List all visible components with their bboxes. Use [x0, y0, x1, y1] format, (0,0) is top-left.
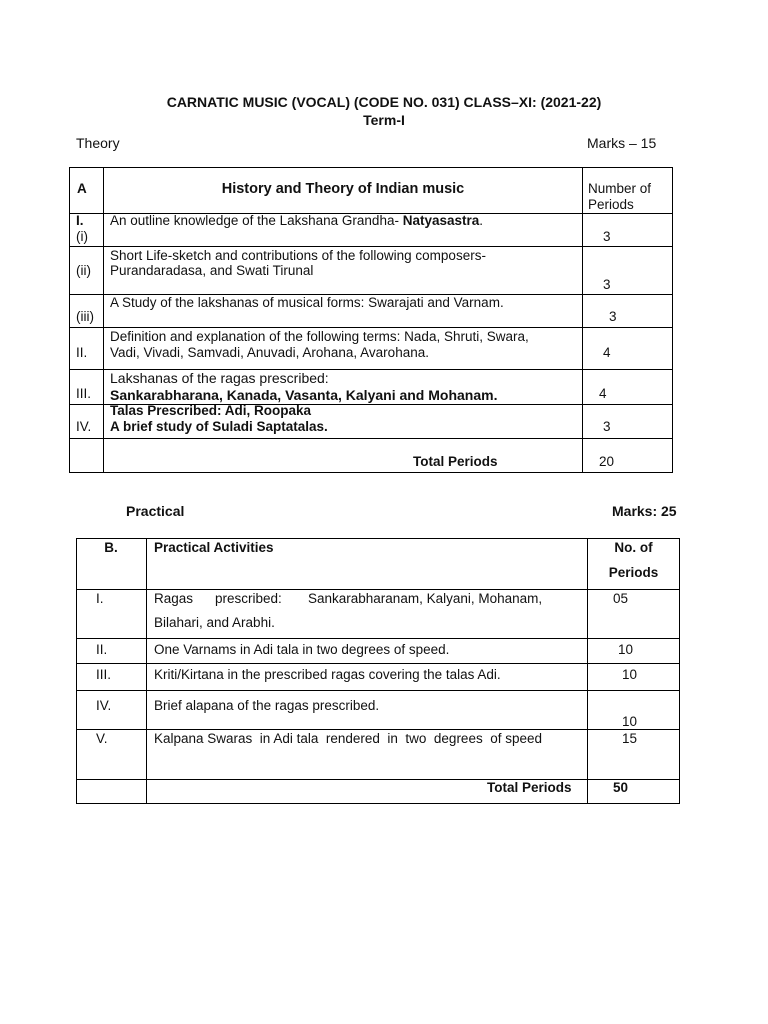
- row-number: II.: [96, 642, 108, 657]
- theory-label: Theory: [76, 135, 120, 151]
- row-text-line1: Kriti/Kirtana in the prescribed ragas covering the talas Adi.: [154, 667, 501, 682]
- practical-marks: Marks: 25: [612, 503, 677, 519]
- col-header-periods-2: Periods: [608, 565, 659, 580]
- row-periods: 10: [618, 642, 634, 657]
- row-text-bold: Natyasastra: [402, 213, 480, 228]
- row-text-word: Ragas: [154, 591, 194, 606]
- table-border: [679, 538, 680, 804]
- row-subnumber: (i): [76, 229, 88, 244]
- row-text-part: .: [479, 213, 484, 228]
- row-number: IV.: [76, 419, 92, 434]
- col-header-title: Practical Activities: [154, 540, 274, 555]
- row-periods: 4: [603, 345, 611, 360]
- row-text-line2: Vadi, Vivadi, Samvadi, Anuvadi, Arohana, Avarohana.: [110, 345, 429, 360]
- theory-marks: Marks – 15: [587, 135, 657, 151]
- row-periods: 15: [622, 731, 638, 746]
- row-text-line1: A Study of the lakshanas of musical forms: Swarajati and Varnam.: [110, 295, 504, 310]
- row-text-line1: Brief alapana of the ragas prescribed.: [154, 698, 380, 713]
- row-text-line2: Bilahari, and Arabhi.: [154, 615, 275, 630]
- row-periods: 3: [603, 229, 611, 244]
- page-title: CARNATIC MUSIC (VOCAL) (CODE NO. 031) CLASS–XI: (2021-22): [166, 94, 602, 110]
- row-number: V.: [96, 731, 108, 746]
- row-text-line1: Definition and explanation of the following terms: Nada, Shruti, Swara,: [110, 329, 529, 344]
- row-number: (iii): [76, 309, 94, 324]
- col-header-periods-1: No. of: [614, 540, 653, 555]
- row-number: I.: [76, 213, 84, 228]
- table-border: [76, 638, 680, 639]
- table-border: [76, 538, 680, 539]
- table-border: [672, 167, 673, 473]
- table-border: [76, 589, 680, 590]
- row-text-line1: Kalpana Swaras in Adi tala rendered in two degrees of speed: [154, 731, 542, 746]
- total-periods-value: 50: [613, 780, 629, 795]
- table-border: [76, 663, 680, 664]
- col-header-a: A: [77, 181, 87, 196]
- row-periods: 10: [622, 714, 638, 729]
- row-number: IV.: [96, 698, 112, 713]
- table-border: [76, 538, 77, 804]
- row-number: I.: [96, 591, 104, 606]
- total-periods-label: Total Periods: [487, 780, 572, 795]
- table-border: [76, 729, 680, 730]
- total-periods-label: Total Periods: [413, 454, 498, 469]
- row-text-line1: Short Life-sketch and contributions of the following composers-: [110, 248, 486, 263]
- row-periods: 3: [603, 277, 611, 292]
- table-border: [76, 803, 680, 804]
- col-header-title: History and Theory of Indian music: [221, 181, 465, 197]
- row-periods: 3: [609, 309, 617, 324]
- term-heading: Term-I: [363, 112, 405, 128]
- row-text: [110, 213, 483, 229]
- table-border: [582, 167, 583, 473]
- col-header-periods-1: Number of: [588, 181, 652, 196]
- row-periods: 10: [622, 667, 638, 682]
- table-border: [146, 538, 147, 804]
- row-text-line1: One Varnams in Adi tala in two degrees of speed.: [154, 642, 450, 657]
- col-header-b: B.: [104, 540, 118, 555]
- row-periods: 3: [603, 419, 611, 434]
- row-text-line2: Purandaradasa, and Swati Tirunal: [110, 263, 314, 278]
- table-border: [76, 779, 680, 780]
- row-periods: 05: [613, 591, 629, 606]
- row-text-word: Sankarabharanam, Kalyani, Mohanam,: [308, 591, 543, 606]
- table-border: [76, 690, 680, 691]
- table-border: [69, 167, 70, 473]
- total-periods-value: 20: [599, 454, 615, 469]
- col-header-periods-2: Periods: [588, 197, 634, 212]
- row-number: III.: [96, 667, 112, 682]
- row-number: (ii): [76, 263, 91, 278]
- row-text-part: An outline knowledge of the Lakshana Grandha-: [110, 213, 403, 228]
- practical-label: Practical: [126, 503, 185, 519]
- row-text-word: prescribed:: [215, 591, 282, 606]
- row-text-line2: Sankarabharana, Kanada, Vasanta, Kalyani and Mohanam.: [110, 387, 498, 403]
- row-text-line2: A brief study of Suladi Saptatalas.: [110, 419, 328, 434]
- row-text-line1: Lakshanas of the ragas prescribed:: [110, 370, 329, 386]
- row-periods: 4: [599, 386, 607, 401]
- row-number: II.: [76, 345, 88, 360]
- row-number: III.: [76, 386, 92, 401]
- table-border: [103, 167, 104, 473]
- row-text-line1: Talas Prescribed: Adi, Roopaka: [110, 403, 312, 418]
